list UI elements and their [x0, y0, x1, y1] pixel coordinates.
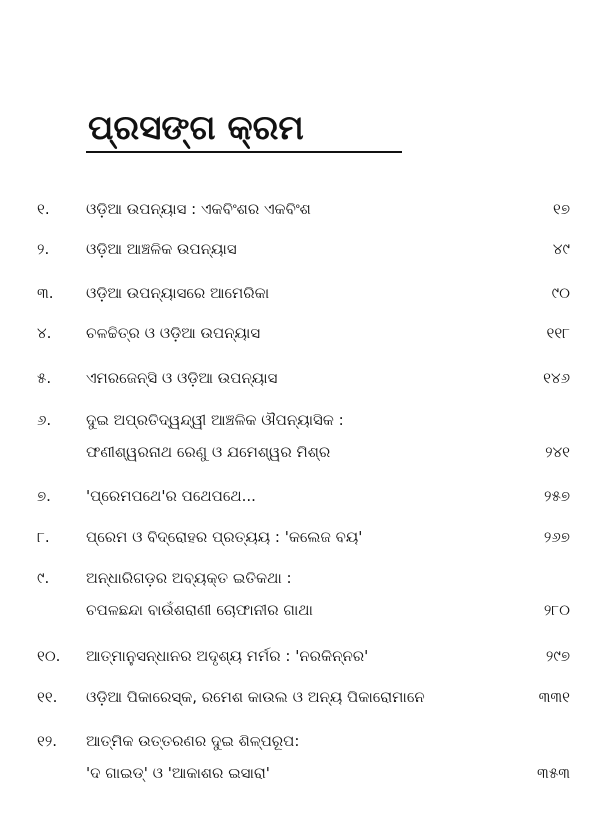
toc-entry-number: ୯.: [37, 569, 50, 587]
toc-entry-page-number: ୨୯୭: [545, 647, 570, 665]
toc-entry-title: ଓଡ଼ିଆ ଉପନ୍ୟାସରେ ଆମେରିକା: [86, 284, 270, 302]
toc-entry-number: ୪.: [37, 324, 52, 342]
toc-entry-title: ଚଳଚ୍ଚିତ୍ର ଓ ଓଡ଼ିଆ ଉପନ୍ୟାସ: [86, 324, 261, 342]
toc-entry-page-number: ୨୪୧: [545, 443, 570, 461]
toc-entry-number: ୭.: [37, 487, 51, 505]
toc-entry-number: ୮.: [37, 528, 50, 546]
toc-entry-page-number: ୩୫୩: [537, 764, 570, 782]
toc-entry-number: ୧୧.: [37, 688, 58, 706]
toc-entry-number: ୩.: [37, 284, 54, 302]
toc-entry-page-number: ୪୯: [552, 240, 570, 258]
toc-entry-number: ୧.: [37, 200, 50, 218]
toc-entry-title: ଆତ୍ମିକ ଉତ୍ତରଣର ଦୁଇ ଶିଳ୍ପରୂପ:: [86, 732, 300, 750]
toc-entry-page-number: ୩୩୧: [538, 688, 570, 706]
toc-entry-page-number: ୧୧୮: [546, 324, 570, 342]
toc-entry-title: ଓଡ଼ିଆ ପିକାରେସ୍କ, ରମେଶ କାଉଲ ଓ ଅନ୍ୟ ପିକାରୋମାନେ: [86, 688, 425, 706]
toc-entry-number: ୬.: [37, 411, 52, 429]
toc-entry-page-number: ୧୭: [553, 200, 570, 218]
toc-entry-page-number: ୯୦: [551, 284, 570, 302]
toc-entry-title: ଏମରଜେନ୍ସି ଓ ଓଡ଼ିଆ ଉପନ୍ୟାସ: [86, 369, 278, 387]
toc-entry-title: ପ୍ରେମ ଓ ବିଦ୍ରୋହର ପ୍ରତ୍ୟୟ : 'କଲେଜ ବୟ': [86, 528, 363, 546]
toc-entry-page-number: ୨୫୭: [543, 487, 570, 505]
toc-entry-page-number: ୨୮୦: [543, 601, 570, 619]
toc-entry-title: ଓଡ଼ିଆ ଆଞ୍ଚଳିକ ଉପନ୍ୟାସ: [86, 240, 237, 258]
toc-entry-title: ଓଡ଼ିଆ ଉପନ୍ୟାସ : ଏକବିଂଶର ଏକବିଂଶ: [86, 200, 311, 218]
toc-entry-title: 'ପ୍ରେମପଥେ'ର ପଥେପଥେ...: [86, 487, 256, 505]
toc-entry-title: ଆତ୍ମାନୁସନ୍ଧାନର ଅଦୃଶ୍ୟ ମର୍ମର : 'ନରକିନ୍ନର': [86, 647, 369, 665]
page-title: ପ୍ରସଙ୍ଗ କ୍ରମ: [88, 108, 304, 148]
toc-entry-number: ୫.: [37, 369, 52, 387]
toc-entry-page-number: ୧୪୬: [543, 369, 570, 387]
toc-entry-number: ୧୦.: [37, 647, 61, 665]
toc-entry-subtitle: ଫଣୀଶ୍ୱରନାଥ ରେଣୁ ଓ ଯମେଶ୍ୱର ମିଶ୍ର: [86, 443, 331, 461]
toc-entry-page-number: ୨୬୭: [543, 528, 570, 546]
toc-entry-subtitle: ଚପଳଛନ୍ଦା ବାଉଁଶରାଣୀ ଚୋଫାନୀର ଗାଥା: [86, 601, 313, 619]
toc-entry-title: ଦୁଇ ଅପ୍ରତିଦ୍ୱନ୍ଦ୍ୱୀ ଆଞ୍ଚଳିକ ଔପନ୍ୟାସିକ :: [86, 411, 344, 429]
toc-entry-title: ଅନ୍ଧାରିଗଡ଼ର ଅବ୍ୟକ୍ତ ଇତିକଥା :: [86, 569, 292, 587]
toc-entry-subtitle: 'ଦ ଗାଇଡ୍' ଓ 'ଆକାଶର ଇସାରା': [86, 764, 270, 782]
toc-entry-number: ୨.: [37, 240, 50, 258]
toc-entry-number: ୧୨.: [37, 732, 58, 750]
